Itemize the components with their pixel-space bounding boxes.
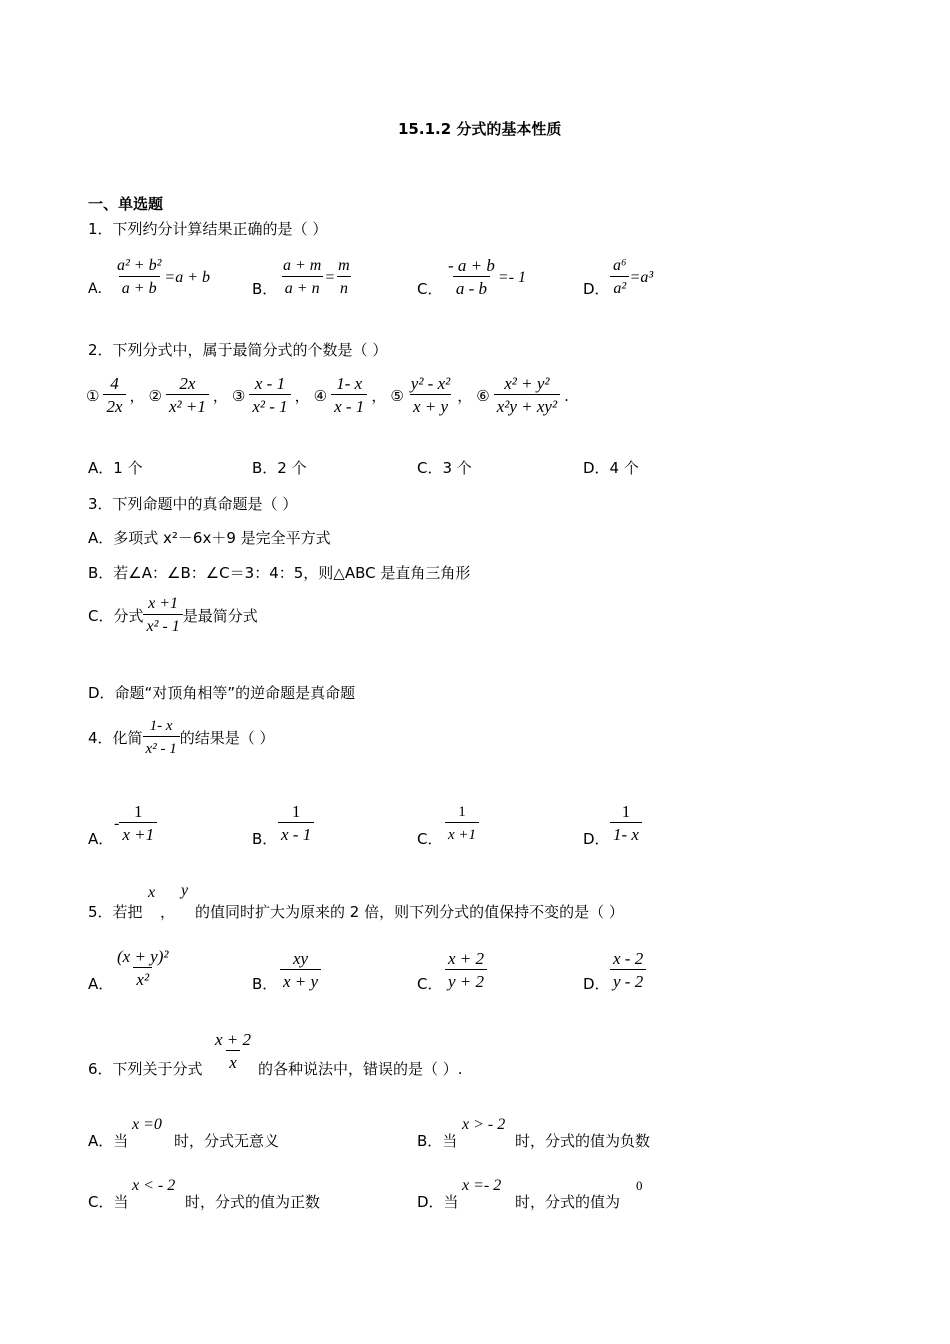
q1-label-d: D． bbox=[583, 280, 610, 298]
q6-option-b-pre: B．当 bbox=[417, 1132, 458, 1150]
q2-stem: 2．下列分式中，属于最简分式的个数是（ ） bbox=[88, 341, 388, 359]
q3-stem: 3．下列命题中的真命题是（ ） bbox=[88, 495, 298, 513]
q6-option-a-pre: A．当 bbox=[88, 1132, 129, 1150]
q3-c-fraction: $\frac{x +1}{\text{x² - 1}}$ bbox=[143, 594, 182, 637]
q5-y: y bbox=[181, 882, 189, 899]
q3-option-d: D．命题“对顶角相等”的逆命题是真命题 bbox=[88, 684, 356, 702]
q1-label-b: B． bbox=[252, 280, 278, 298]
q5-stem-pre: 5．若把 bbox=[88, 903, 143, 921]
q1-a-fraction: $\frac{\text{a² + b²}}{a + b}$ bbox=[117, 257, 162, 297]
q4-c-expr: $\frac{1}{x +1}$ bbox=[445, 802, 479, 845]
q2-fraction-3: $\frac{x - 1}{\text{x² - 1}}$ bbox=[249, 374, 290, 417]
q3-option-b: B．若∠A：∠B：∠C＝3：4：5，则△ABC 是直角三角形 bbox=[88, 564, 471, 582]
q4-label-a: A． bbox=[88, 830, 114, 848]
q1-stem: 1．下列约分计算结果正确的是（ ） bbox=[88, 220, 328, 238]
q1-c-expr: $\frac{- a + b}{a - b}$ =- 1 bbox=[448, 256, 527, 298]
q6-option-a-post: 时，分式无意义 bbox=[174, 1132, 280, 1150]
q4-stem: 4．化简 $\frac{1- x}{\text{x² - 1}}$ 的结果是（ ） bbox=[88, 718, 275, 757]
q6-option-d-post: 时，分式的值为 bbox=[515, 1193, 621, 1211]
q2-option-d: D．4 个 bbox=[583, 459, 639, 477]
q5-a-expr: $\frac{\text{(x + y)²}}{\text{x²}}$ bbox=[117, 947, 169, 989]
q6-option-b-post: 时，分式的值为负数 bbox=[515, 1132, 651, 1150]
q6-option-b-math: x > - 2 bbox=[462, 1116, 506, 1133]
q2-option-c: C．3 个 bbox=[417, 459, 472, 477]
q1-d-expr: $\frac{\text{a⁶}}{\text{a²}}$ =a³ bbox=[610, 256, 653, 299]
q6-stem-fraction: $\frac{x + 2}{x}$ bbox=[215, 1030, 252, 1072]
q4-b-expr: $\frac{1}{x - 1}$ bbox=[278, 802, 314, 845]
q1-a-rhs: =a + b bbox=[164, 268, 210, 286]
q2-fraction-6: $\frac{\text{x² + y²}}{\text{x²y + xy²}}$ bbox=[494, 374, 560, 417]
q4-stem-fraction: $\frac{1- x}{\text{x² - 1}}$ bbox=[143, 716, 180, 759]
q5-stem-post: 的值同时扩大为原来的 2 倍，则下列分式的值保持不变的是（ ） bbox=[195, 903, 624, 921]
q2-option-a: A．1 个 bbox=[88, 459, 143, 477]
q6-stem-pre: 6．下列关于分式 bbox=[88, 1060, 203, 1078]
page-title: 15.1.2 分式的基本性质 bbox=[398, 120, 562, 138]
q5-c-expr: $\frac{x + 2}{y + 2}$ bbox=[445, 949, 487, 992]
q2-fraction-1: $\frac{4}{2x}$ bbox=[103, 374, 125, 417]
q1-label-c: C． bbox=[417, 280, 443, 298]
q4-label-d: D． bbox=[583, 830, 610, 848]
q6-option-c-math: x < - 2 bbox=[132, 1177, 176, 1194]
q4-d-expr: $\frac{1}{1- x}$ bbox=[610, 802, 642, 845]
q5-x: x bbox=[148, 884, 156, 901]
q2-fraction-list: ① $\frac{4}{2x}$ ， ② $\frac{2x}{\text{x² +1}}$ ， ③ $\frac{x - 1}{\text{x² - 1}}$ ， ④ $\frac{1- x}{x - 1}$ ， ⑤ $\frac{\text{y² - x²}}{x + y}$ ， ⑥ $\frac{\text{x² + y²}}{\text{x²y + xy²}}$ . bbox=[86, 374, 569, 416]
q6-stem-post: 的各种说法中，错误的是（ ）. bbox=[258, 1060, 463, 1078]
q2-fraction-2: $\frac{2x}{\text{x² +1}}$ bbox=[166, 374, 209, 417]
q4-label-b: B． bbox=[252, 830, 278, 848]
q5-comma: ， bbox=[160, 903, 176, 921]
q6-option-a-math: x =0 bbox=[132, 1116, 162, 1133]
q6-option-d-math: x =- 2 bbox=[462, 1177, 502, 1194]
q6-option-c-pre: C．当 bbox=[88, 1193, 129, 1211]
q6-option-c-post: 时，分式的值为正数 bbox=[185, 1193, 321, 1211]
q1-a-expr bbox=[114, 256, 210, 299]
q5-b-expr: $\frac{xy}{x + y}$ bbox=[280, 949, 321, 992]
q5-label-a: A． bbox=[88, 975, 114, 993]
q3-option-c: C．分式 $\frac{x +1}{\text{x² - 1}}$ 是最简分式 bbox=[88, 595, 258, 635]
q1-option-a bbox=[88, 256, 112, 297]
q4-a-expr: - $\frac{1}{x +1}$ bbox=[114, 802, 157, 845]
q1-b-expr: $\frac{a + m}{a + n}$ = $\frac{m}{n}$ bbox=[283, 257, 350, 297]
section-heading: 一、单选题 bbox=[88, 195, 164, 213]
q6-option-d-pre: D．当 bbox=[417, 1193, 459, 1211]
q5-label-c: C． bbox=[417, 975, 443, 993]
q2-fraction-4: $\frac{1- x}{x - 1}$ bbox=[331, 374, 367, 417]
q2-fraction-5: $\frac{\text{y² - x²}}{x + y}$ bbox=[410, 374, 451, 416]
q5-label-b: B． bbox=[252, 975, 278, 993]
q2-option-b: B．2 个 bbox=[252, 459, 307, 477]
q4-label-c: C． bbox=[417, 830, 443, 848]
option-label: A． bbox=[88, 281, 112, 297]
q5-label-d: D． bbox=[583, 975, 610, 993]
q3-option-a: A．多项式 x²－6x＋9 是完全平方式 bbox=[88, 529, 331, 547]
q5-d-expr: $\frac{x - 2}{y - 2}$ bbox=[610, 949, 646, 992]
q6-option-d-value: 0 bbox=[636, 1178, 643, 1193]
